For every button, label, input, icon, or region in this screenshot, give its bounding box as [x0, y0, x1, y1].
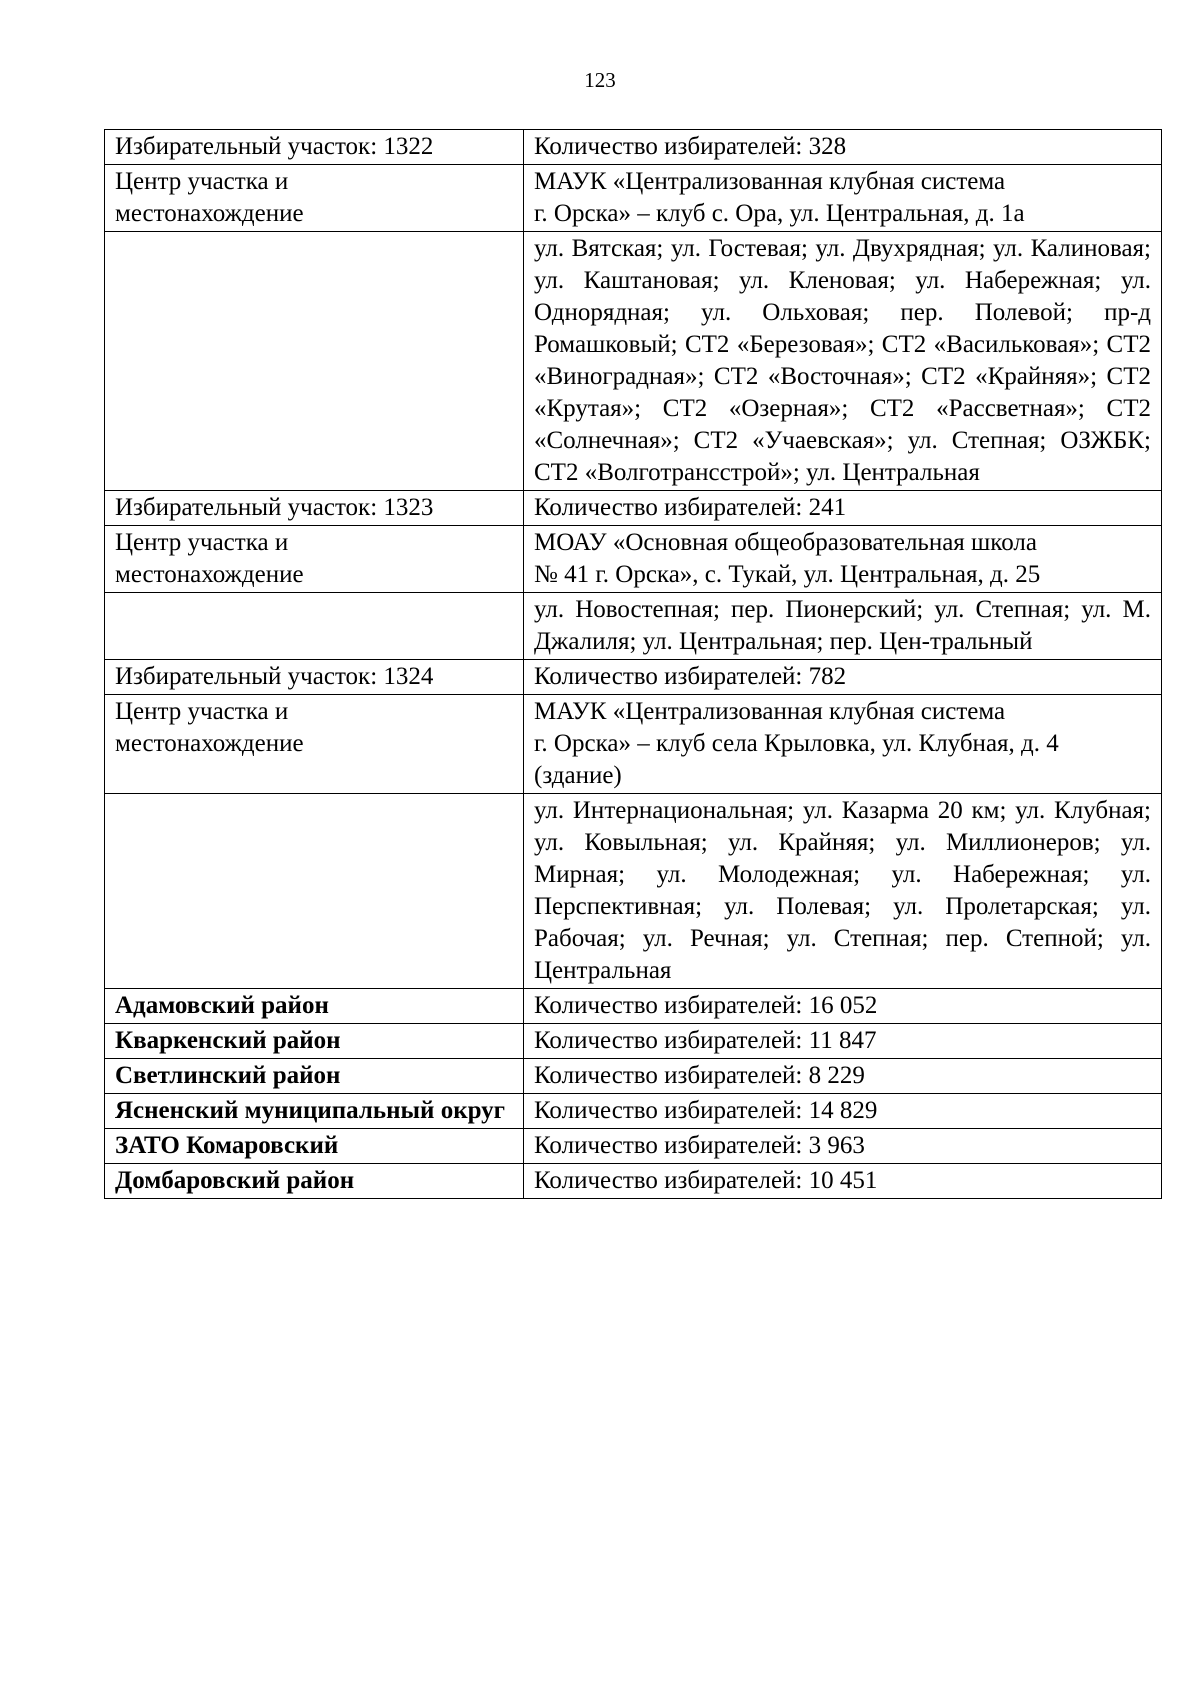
voters-count-cell: Количество избирателей: 16 052	[524, 989, 1162, 1024]
location-address: МАУК «Централизованная клубная система г. Орска» – клуб с. Ора, ул. Центральная, д. 1а	[534, 168, 1025, 227]
page-number: 123	[584, 68, 616, 92]
location-label: Центр участка и местонахождение	[115, 529, 304, 588]
voters-count-cell: Количество избирателей: 10 451	[524, 1164, 1162, 1199]
empty-cell	[105, 794, 524, 989]
table-row	[105, 1024, 1162, 1059]
empty-cell	[105, 232, 524, 491]
location-address-cell	[524, 165, 1162, 232]
district-name-cell: Светлинский район	[105, 1059, 524, 1094]
table-row	[105, 593, 1162, 660]
table-row	[105, 165, 1162, 232]
location-label-cell	[105, 695, 524, 794]
table-row	[105, 130, 1162, 165]
table-row	[105, 989, 1162, 1024]
table-row	[105, 1094, 1162, 1129]
location-label-cell	[105, 165, 524, 232]
table-row	[105, 794, 1162, 989]
streets-list-cell: ул. Новостепная; пер. Пионерский; ул. Степная; ул. М. Джалиля; ул. Центральная; пер. Цен-тральный	[524, 593, 1162, 660]
location-address: МОАУ «Основная общеобразовательная школа № 41 г. Орска», с. Тукай, ул. Центральная, д. 25	[534, 529, 1041, 588]
table-row	[105, 1164, 1162, 1199]
voters-count-cell: Количество избирателей: 782	[524, 660, 1162, 695]
voters-count-cell: Количество избирателей: 241	[524, 491, 1162, 526]
polling-stations-table	[104, 129, 1162, 1199]
voters-count-cell: Количество избирателей: 8 229	[524, 1059, 1162, 1094]
empty-cell	[105, 593, 524, 660]
table-row	[105, 491, 1162, 526]
streets-list-cell: ул. Интернациональная; ул. Казарма 20 км; ул. Клубная; ул. Ковыльная; ул. Крайняя; ул. Миллионеров; ул. Мирная; ул. Молодежная; ул. Набережная; ул. Перспективная; ул. Полевая; ул. Пролетарская; ул. Рабочая; ул. Речная; ул. Степная; пер. Степной; ул. Центральная	[524, 794, 1162, 989]
station-number-cell: Избирательный участок: 1322	[105, 130, 524, 165]
table-row	[105, 695, 1162, 794]
voters-count-cell: Количество избирателей: 3 963	[524, 1129, 1162, 1164]
voters-count-cell: Количество избирателей: 14 829	[524, 1094, 1162, 1129]
district-name-cell: Ясненский муниципальный округ	[105, 1094, 524, 1129]
table-row	[105, 660, 1162, 695]
table-row	[105, 526, 1162, 593]
location-address-cell	[524, 695, 1162, 794]
district-name-cell: Адамовский район	[105, 989, 524, 1024]
voters-count-cell: Количество избирателей: 328	[524, 130, 1162, 165]
location-label: Центр участка и местонахождение	[115, 168, 304, 227]
district-name-cell: Кваркенский район	[105, 1024, 524, 1059]
table-row	[105, 1129, 1162, 1164]
voters-count-cell: Количество избирателей: 11 847	[524, 1024, 1162, 1059]
district-name-cell: ЗАТО Комаровский	[105, 1129, 524, 1164]
location-address-cell	[524, 526, 1162, 593]
station-number-cell: Избирательный участок: 1324	[105, 660, 524, 695]
table-row	[105, 232, 1162, 491]
location-label-cell	[105, 526, 524, 593]
streets-list-cell: ул. Вятская; ул. Гостевая; ул. Двухрядная; ул. Калиновая; ул. Каштановая; ул. Кленовая; ул. Набережная; ул. Однорядная; ул. Ольховая; пер. Полевой; пр-д Ромашковый; СТ2 «Березовая»; СТ2 «Васильковая»; СТ2 «Виноградная»; СТ2 «Восточная»; СТ2 «Крайняя»; СТ2 «Крутая»; СТ2 «Озерная»; СТ2 «Рассветная»; СТ2 «Солнечная»; СТ2 «Учаевская»; ул. Степная; ОЗЖБК; СТ2 «Волготрансстрой»; ул. Центральная	[524, 232, 1162, 491]
table-row	[105, 1059, 1162, 1094]
district-name-cell: Домбаровский район	[105, 1164, 524, 1199]
location-label: Центр участка и местонахождение	[115, 698, 304, 757]
station-number-cell: Избирательный участок: 1323	[105, 491, 524, 526]
location-address: МАУК «Централизованная клубная система г. Орска» – клуб села Крыловка, ул. Клубная, д. 4 (здание)	[534, 698, 1059, 789]
